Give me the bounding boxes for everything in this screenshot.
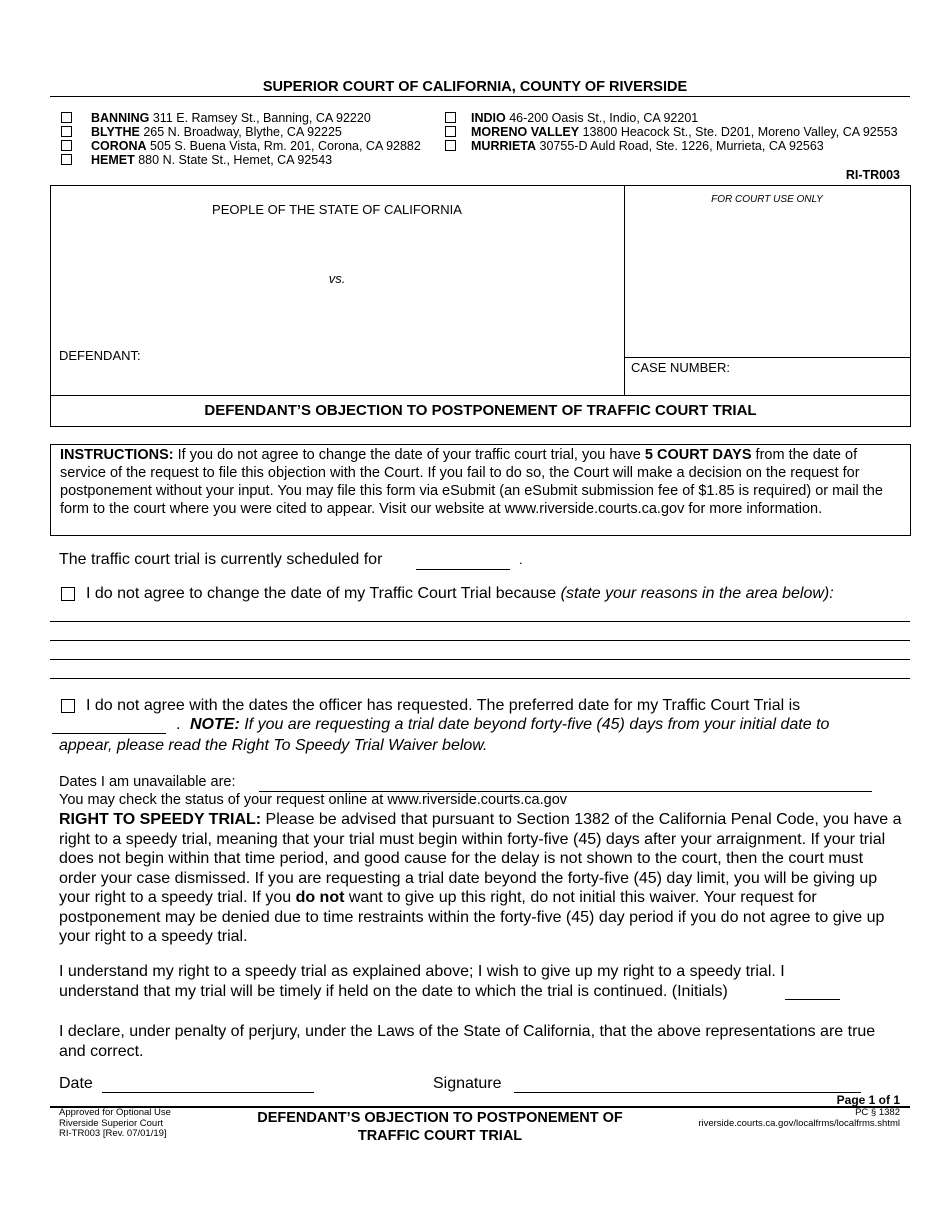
case-number-label: CASE NUMBER: — [631, 360, 730, 375]
checkbox-disagree-change[interactable] — [61, 587, 75, 601]
caption-box — [50, 185, 911, 427]
court-use-label: FOR COURT USE ONLY — [711, 194, 823, 205]
page-number: Page 1 of 1 — [836, 1093, 900, 1107]
waiver-text: I understand my right to a speedy trial as explained above; I wish to give up my right to a speedy trial. I understand that my trial will be timely if held on the date to which the trial is continued. (Initials) — [59, 963, 785, 1000]
reason-line-3[interactable] — [50, 659, 910, 660]
option2-dot: . — [176, 716, 181, 733]
form-id: RI-TR003 — [845, 168, 900, 182]
checkbox-indio[interactable] — [445, 112, 456, 123]
form-title: DEFENDANT’S OBJECTION TO POSTPONEMENT OF TRAFFIC COURT TRIAL — [204, 402, 757, 419]
status-text: You may check the status of your request online at www.riverside.courts.ca.gov — [59, 792, 568, 808]
signature-label: Signature — [433, 1075, 502, 1092]
footer-right: PC § 1382 riverside.courts.ca.gov/localfrms/localfrms.shtml — [698, 1107, 900, 1129]
vs-label: vs. — [328, 271, 346, 286]
reason-line-1[interactable] — [50, 621, 910, 622]
location-corona: CORONA 505 S. Buena Vista, Rm. 201, Corona, CA 92882 — [91, 139, 421, 153]
checkbox-murrieta[interactable] — [445, 140, 456, 151]
date-label: Date — [59, 1075, 93, 1092]
title-divider — [50, 395, 911, 396]
location-moreno-valley: MORENO VALLEY 13800 Heacock St., Ste. D201, Moreno Valley, CA 92553 — [471, 125, 898, 139]
reason-line-4[interactable] — [50, 678, 910, 679]
scheduled-date-field[interactable] — [416, 569, 510, 570]
location-blythe: BLYTHE 265 N. Broadway, Blythe, CA 92225 — [91, 125, 342, 139]
checkbox-corona[interactable] — [61, 140, 72, 151]
option2-note-cont: appear, please read the Right To Speedy Trial Waiver below. — [59, 737, 488, 754]
location-murrieta: MURRIETA 30755-D Auld Road, Ste. 1226, Murrieta, CA 92563 — [471, 139, 824, 153]
speedy-trial-text: RIGHT TO SPEEDY TRIAL: Please be advised that pursuant to Section 1382 of the California Penal Code, you have a right to a speedy trial, meaning that your trial must begin within forty-five (45) days after your arraignment. If your trial does not begin within that time period, and good cause for the delay is not shown to the court, then the court must order your case dismissed. If you are requesting a trial date beyond the forty-five (45) day limit, you will be giving up your right to a speedy trial. If you do not want to give up this right, do not initial this waiver. Your request for postponement may be denied due to time restraints within the forty-five (45) day period if you do not agree to give up your right to a speedy trial. — [59, 811, 902, 945]
option2-note: NOTE: If you are requesting a trial date beyond forty-five (45) days from your initial date to — [190, 716, 830, 733]
defendant-label: DEFENDANT: — [59, 348, 141, 363]
instructions-box: INSTRUCTIONS: If you do not agree to change the date of your traffic court trial, you have 5 COURT DAYS from the date of service of the request to file this objection with the Court. If you fail to do so, the Court will make a decision on the request for postponement without your input. You may file this form via eSubmit (an eSubmit submission fee of $1.85 is required) or mail the form to the court where you were cited to appear. Visit our website at www.riverside.courts.ca.gov for more information. — [50, 444, 911, 536]
checkbox-blythe[interactable] — [61, 126, 72, 137]
initials-field[interactable] — [785, 999, 840, 1000]
checkbox-hemet[interactable] — [61, 154, 72, 165]
location-banning: BANNING 311 E. Ramsey St., Banning, CA 92220 — [91, 111, 371, 125]
checkbox-disagree-dates[interactable] — [61, 699, 75, 713]
footer-title: DEFENDANT’S OBJECTION TO POSTPONEMENT OF TRAFFIC COURT TRIAL — [257, 1110, 623, 1144]
preferred-date-field[interactable] — [52, 733, 166, 734]
footer-left: Approved for Optional Use Riverside Superior Court RI-TR003 [Rev. 07/01/19] — [59, 1107, 171, 1139]
divider — [50, 96, 910, 97]
location-hemet: HEMET 880 N. State St., Hemet, CA 92543 — [91, 153, 333, 167]
location-indio: INDIO 46-200 Oasis St., Indio, CA 92201 — [471, 111, 699, 125]
plaintiff: PEOPLE OF THE STATE OF CALIFORNIA — [212, 202, 462, 217]
scheduled-text: The traffic court trial is currently scheduled for — [59, 551, 383, 568]
reason-line-2[interactable] — [50, 640, 910, 641]
declaration-text: I declare, under penalty of perjury, under the Laws of the State of California, that the above representations are true and correct. — [59, 1023, 876, 1060]
period: . — [519, 552, 523, 567]
case-divider — [624, 357, 910, 358]
unavailable-label: Dates I am unavailable are: — [59, 774, 236, 790]
checkbox-moreno-valley[interactable] — [445, 126, 456, 137]
checkbox-banning[interactable] — [61, 112, 72, 123]
option1-text: I do not agree to change the date of my Traffic Court Trial because (state your reasons in the area below): — [86, 585, 834, 602]
court-title: SUPERIOR COURT OF CALIFORNIA, COUNTY OF RIVERSIDE — [262, 79, 688, 95]
date-field[interactable] — [102, 1092, 314, 1093]
caption-divider — [624, 185, 625, 395]
signature-field[interactable] — [514, 1092, 861, 1093]
option2-text: I do not agree with the dates the officer has requested. The preferred date for my Traffic Court Trial is — [86, 697, 801, 714]
